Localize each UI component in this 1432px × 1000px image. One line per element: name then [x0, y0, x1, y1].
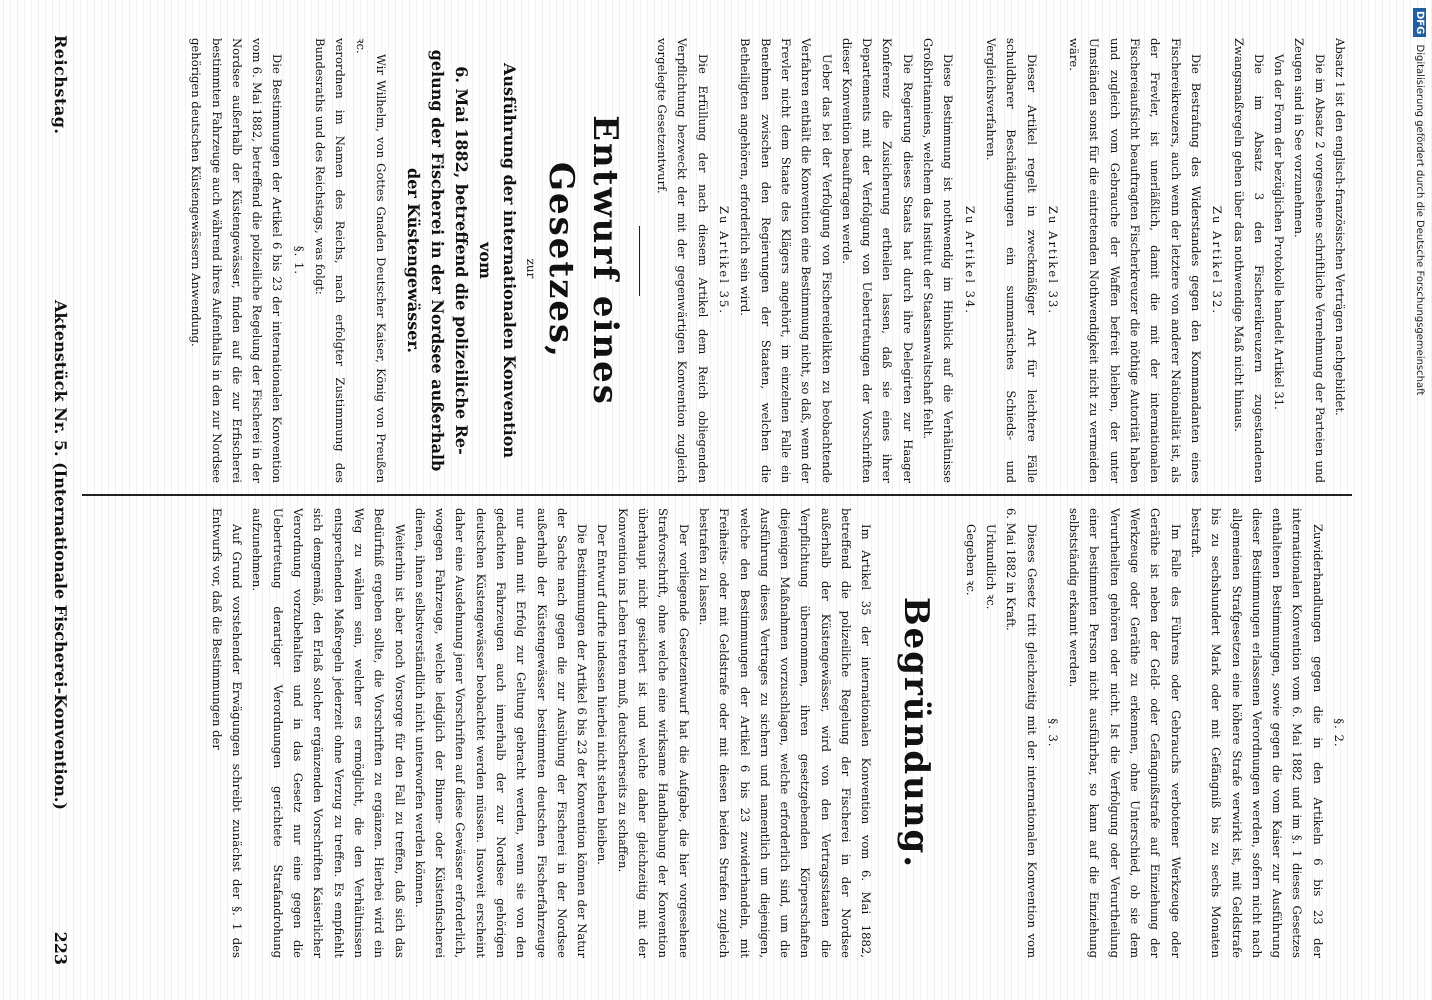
- closing-formula: Urkundlich ꝛc.: [983, 524, 998, 610]
- title-line: der Küstengewässer.: [403, 168, 423, 353]
- article-heading: Zu Artikel 32.: [1210, 205, 1225, 316]
- paragraph: Ueber das bei der Verfolgung von Fischereidelikten zu beobachtende Verfahren enthält die Konvention eine Bestimmung nicht, so daß, wenn der Frevler nicht dem Staate des Klägers angehört, im einzelnen Falle ein Benehmen zwischen den Regierungen der Staaten, welchen die Betheiligten angehören, erforderlich sein wird.: [738, 38, 834, 483]
- right-column: [80, 508, 1350, 958]
- paragraph: Diese Bestimmung ist nothwendig im Hinblick auf die Verhältnisse Großbritanniens, welchem das Institut der Staatsanwaltschaft fehlt.: [921, 38, 956, 483]
- paragraph: Die Bestimmungen der Artikel 6 bis 23 der internationalen Konvention vom 6. Mai 1882, betreffend die polizeiliche Regelung der Fischerei in der Nordsee außerhalb der Küstengewässer, finden auf die zur Erfischerei bestimmten Fahrzeuge auch während ihres Aufenthalts in den zur Nordsee gehörigen deutschen Küstengewässern Anwendung.: [189, 38, 285, 483]
- paragraph: Absatz 1 ist den englisch-französischen Verträgen nachgebildet.: [1333, 38, 1347, 416]
- draft-law-subheading: zur: [523, 258, 538, 279]
- left-column: [80, 38, 1350, 483]
- title-line: gelung der Fischerei in der Nordsee außerhalb: [427, 49, 447, 472]
- title-line: Ausführung der internationalen Konvention vom: [475, 62, 519, 459]
- draft-law-title: [401, 46, 521, 475]
- paragraph: Auf Grund vorstehender Erwägungen schreibt zunächst der §. 1 des Entwurfs vor, daß die Bestimmungen der: [209, 508, 245, 958]
- article-heading: Zu Artikel 35.: [717, 205, 732, 316]
- running-head-center: Aktenstück Nr. 5. (Internationale Fischerei-Konvention.): [51, 300, 70, 810]
- paragraph: Die Erfüllung der nach diesem Artikel dem Reich obliegenden Verpflichtung bezweckt der mit der gegenwärtigen Konvention zugleich vorgelegte Gesetzentwurf.: [655, 38, 710, 483]
- running-head: [41, 35, 77, 965]
- digitization-note: [1400, 8, 1426, 988]
- section-heading: §. 1.: [291, 245, 306, 276]
- justification-heading: Begründung.: [896, 596, 937, 870]
- enacting-formula: Wir Wilhelm, von Gottes Gnaden Deutscher Kaiser, König von Preußen ꝛc.: [353, 38, 388, 483]
- section-heading: §. 3.: [1045, 718, 1060, 748]
- section-heading: §. 2.: [1332, 718, 1346, 748]
- closing-formula: Gegeben ꝛc.: [963, 524, 978, 596]
- paragraph: Die Bestimmungen der Artikel 6 bis 23 der Konvention können der Natur der Sache nach gegen die zur Ausübung der Fischerei in der Nordsee außerhalb der Küstengewässer bestimmten deutschen Fischerfahrzeuge nur dann mit Erfolg zur Geltung gebracht werden, wenn sie von den gedachten Fahrzeugen auch innerhalb der zur Nordsee gehörigen deutschen Küstengewässer beobachtet werden müssen. Insoweit erscheint daher eine Ausdehnung jener Vorschriften auf diese Gewässer erforderlich, wogegen Fahrzeuge, welche lediglich der Binnen- oder Küstenfischerei dienen, ihnen selbstverständlich nicht unterworfen werden können.: [412, 508, 590, 958]
- section-divider: [639, 226, 640, 296]
- digitization-text: Digitalisierung gefördert durch die Deutsche Forschungsgemeinschaft: [1414, 44, 1425, 396]
- paragraph: Im Artikel 35 der internationalen Konvention vom 6. Mai 1882, betreffend die polizeiliche Regelung der Fischerei in der Nordsee außerhalb der Küstengewässer, wird von den Vertragsstaaten die Verpflichtung übernommen, ihren gesetzgebenden Körperschaften diejenigen Maßnahmen vorzuschlagen, welche erforderlich sind, um die Ausführung dieses Vertrages zu sichern und namentlich um diejenigen, welche den Bestimmungen der Artikel 6 bis 23 zuwiderhandeln, mit Freiheits- oder mit Geldstrafe oder mit diesen beiden Strafen zugleich bestrafen zu lassen.: [696, 508, 874, 958]
- paragraph: Im Falle des Führens oder Gebrauchs verbotener Werkzeuge oder Geräthe ist neben der Geld- oder Gefängnißstrafe auf Einziehung der Werkzeuge oder Geräthe zu erkennen, ohne Unterschied, ob sie dem Verurtheilten gehören oder nicht. Ist die Verfolgung oder Verurtheilung einer bestimmten Person nicht ausführbar, so kann auf die Einziehung selbstständig erkannt werden.: [1067, 508, 1183, 958]
- enacting-clause: verordnen im Namen des Reichs, nach erfolgter Zustimmung des Bundesraths und des Reichstags, was folgt:: [313, 38, 348, 483]
- title-line: 6. Mai 1882, betreffend die polizeiliche Re-: [451, 66, 471, 455]
- paragraph: Die Bestrafung des Widerstandes gegen den Kommandanten eines Fischereikreuzers, auch wenn der letztere von anderer Nationalität ist, als der Frevler, ist unerläßlich, damit die mit der internationalen Fischereiaufsicht beauftragten Fischerkreuzer die nöthige Autorität haben und zugleich vom Gebrauche der Waffen befreit bleiben, der unter Umständen sonst für die eintretenden Nothwendigkeit nicht zu vermeiden wäre.: [1067, 38, 1203, 483]
- paragraph: Der Entwurf durfte indessen hierbei nicht stehen bleiben.: [595, 524, 610, 865]
- paragraph: Von der Form der bezüglichen Protokolle handelt Artikel 31.: [1272, 54, 1287, 410]
- paragraph: Die Regierung dieses Staats hat durch ihre Delegirten zur Haager Konferenz die Zusicherung ertheilen lassen, daß sie eines ihrer Departements mit der Verfolgung von Uebertretungen der Vorschriften dieser Konvention beauftragen werde.: [839, 38, 915, 483]
- paragraph: Die im Absatz 3 den Fischereikreuzern zugestandenen Zwangsmaßregeln gehen über das nothwendige Maß nicht hinaus.: [1231, 38, 1266, 483]
- dfg-logo-icon: DFG: [1413, 8, 1426, 37]
- paragraph: Der vorliegende Gesetzentwurf hat die Aufgabe, die hier vorgesehene Strafvorschrift, ohne welche eine wirksame Handhabung der Konvention überhaupt nicht gesichert ist und welche daher gleichzeitig mit der Konvention ins Leben treten muß, deutscherseits zu schaffen.: [615, 508, 691, 958]
- paragraph: Weiterhin ist aber noch Vorsorge für den Fall zu treffen, daß sich das Bedürfniß ergeben sollte, die Vorschriften zu ergänzen. Hierbei wird ein Weg zu wählen sein, welcher es ermöglicht, die den Verhältnissen entsprechenden Maßregeln jederzeit ohne Verzug zu treffen. Es empfiehlt sich demgemäß, den Erlaß solcher ergänzenden Vorschriften Kaiserlicher Verordnung vorzubehalten und in das Gesetz nur eine gegen die Uebertretung derartiger Verordnungen gerichtete Strafandrohung aufzunehmen.: [250, 508, 407, 958]
- page-number: 223: [51, 931, 70, 965]
- paragraph: Zuwiderhandlungen gegen die in den Artikeln 6 bis 23 der internationalen Konvention vom 6. Mai 1882 und im §. 1 dieses Gesetzes enthaltenen Bestimmungen, sowie gegen die vom Kaiser zur Ausführung dieser Bestimmungen erlassenen Verordnungen werden, sofern nicht nach allgemeinen Strafgesetzen eine höhere Strafe verwirkt ist, mit Geldstrafe bis zu sechshundert Mark oder mit Gefängniß bis zu sechs Monaten bestraft.: [1188, 508, 1325, 958]
- paragraph: Dieser Artikel regelt in zweckmäßiger Art für leichtere Fälle schuldbarer Beschädigungen ein summarisches Schieds- und Vergleichsverfahren.: [983, 38, 1039, 483]
- paragraph: Die im Absatz 2 vorgesehene schriftliche Vernehmung der Parteien und Zeugen sind in See vorzunehmen.: [1292, 38, 1327, 483]
- draft-law-heading: Entwurf eines Gesetzes,: [540, 115, 625, 406]
- column-divider: [82, 494, 1352, 496]
- running-head-left: Reichstag.: [51, 35, 70, 135]
- paragraph: Dieses Gesetz tritt gleichzeitig mit der internationalen Konvention vom 6. Mai 1882 in Kraft.: [1004, 508, 1039, 958]
- article-heading: Zu Artikel 34.: [962, 205, 977, 316]
- article-heading: Zu Artikel 33.: [1045, 205, 1060, 316]
